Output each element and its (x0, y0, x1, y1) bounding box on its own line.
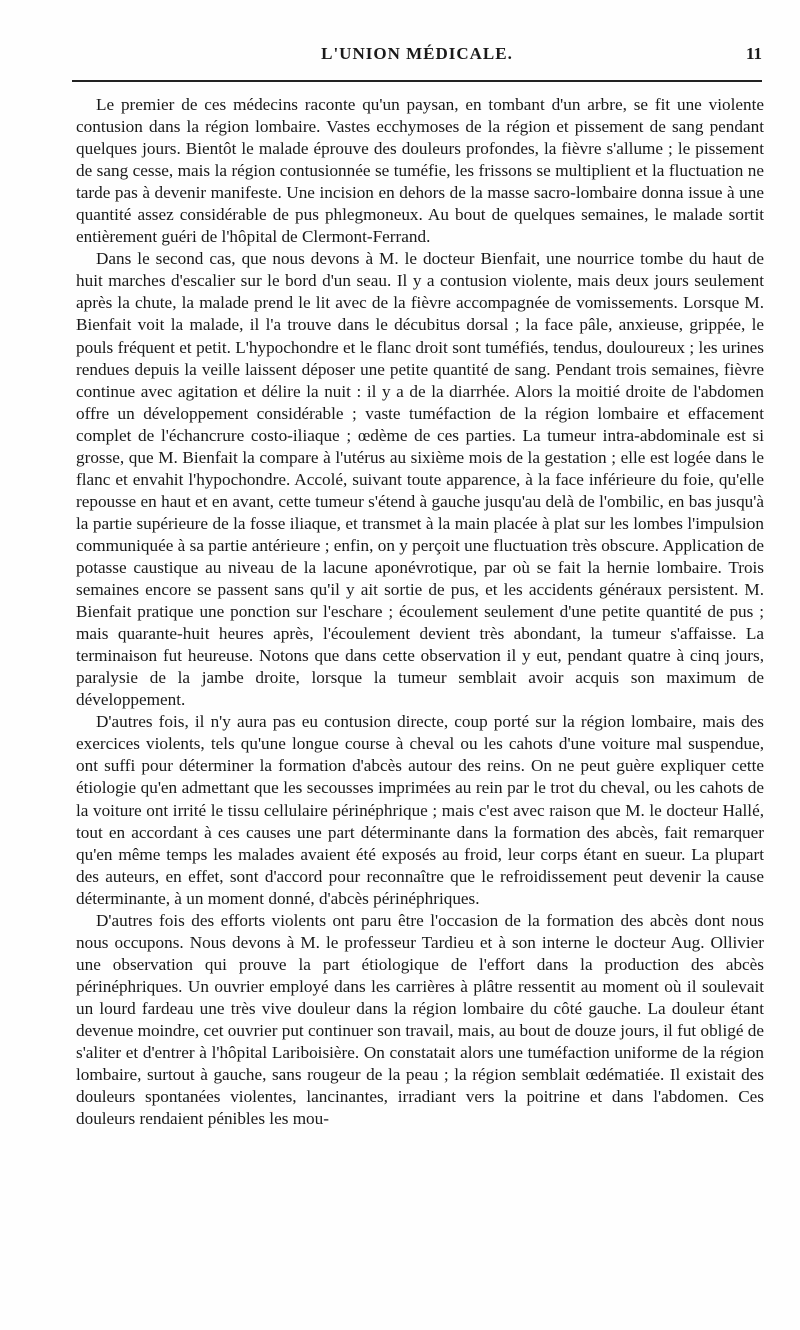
paragraph-2: Dans le second cas, que nous devons à M. le docteur Bienfait, une nourrice tombe du haut de huit marches d'escalier sur le bord d'un seau. Il y a contusion violente, mais deux jours seulement après la chute, la malade prend le lit avec de la fièvre accompagnée de vomissements. Lorsque M. Bienfait voit la malade, il l'a trouve dans le décubitus dorsal ; la face pâle, anxieuse, grippée, le pouls fréquent et petit. L'hypochondre et le flanc droit sont tuméfiés, tendus, douloureux ; les urines rendues depuis la veille laissent déposer une petite quantité de sang. Pendant trois semaines, fièvre continue avec agitation et délire la nuit : il y a de la diarrhée. Alors la moitié droite de l'abdomen offre un développement considérable ; vaste tuméfaction de la région lombaire et effacement complet de l'échancrure costo-iliaque ; œdème de ces parties. La tumeur intra-abdominale est si grosse, que M. Bienfait la compare à l'utérus au sixième mois de la gestation ; elle est logée dans le flanc et envahit l'hypochondre. Accolé, suivant toute apparence, à la face inférieure du foie, qu'elle repousse en haut et en avant, cette tumeur s'étend à gauche jusqu'au delà de l'ombilic, en bas jusqu'à la partie supérieure de la fosse iliaque, et transmet à la main placée à plat sur les lombes l'impulsion communiquée à sa partie antérieure ; enfin, on y perçoit une fluctuation très obscure. Application de potasse caustique au niveau de la lacune aponévrotique, par où se fait la hernie lombaire. Trois semaines encore se passent sans qu'il y ait sortie de pus, et les accidents généraux persistent. M. Bienfait pratique une ponction sur l'eschare ; écoulement seulement d'une petite quantité de pus ; mais quarante-huit heures après, l'écoulement devient très abondant, la tumeur s'affaisse. La terminaison fut heureuse. Notons que dans cette observation il y eut, pendant quatre à cinq jours, paralysie de la jambe droite, lorsque la tumeur semblait avoir acquis son maximum de développement. (76, 249, 764, 710)
page-number: 11 (745, 44, 762, 63)
header-rule (72, 80, 762, 82)
article-body (76, 94, 764, 1130)
running-head (72, 44, 762, 72)
paragraph-4: D'autres fois des efforts violents ont paru être l'occasion de la formation des abcès dont nous nous occupons. Nous devons à M. le professeur Tardieu et à son interne le docteur Aug. Ollivier une observation qui prouve la part étiologique de l'effort dans la production des abcès périnéphriques. Un ouvrier employé dans les carrières à plâtre ressentit au moment où il soulevait un lourd fardeau une très vive douleur dans la région lombaire du côté gauche. La douleur étant devenue moindre, cet ouvrier put continuer son travail, mais, au bout de douze jours, il fut obligé de s'aliter et d'entrer à l'hôpital Lariboisière. On constatait alors une tuméfaction uniforme de la région lombaire, surtout à gauche, sans rougeur de la peau ; la région semblait œdématiée. Il existait des douleurs spontanées violentes, lancinantes, irradiant vers la poitrine et dans l'abdomen. Ces douleurs rendaient pénibles les mou- (76, 910, 764, 1129)
journal-title: L'UNION MÉDICALE. (321, 44, 513, 63)
paragraph-1: Le premier de ces médecins raconte qu'un paysan, en tombant d'un arbre, se fit une violente contusion dans la région lombaire. Vastes ecchymoses de la région et pissement de sang pendant quelques jours. Bientôt le malade éprouve des douleurs profondes, la fièvre s'allume ; le pissement de sang cesse, mais la région contusionnée se tuméfie, les frissons se multiplient et la fluctuation ne tarde pas à devenir manifeste. Une incision en dehors de la masse sacro-lombaire donna issue à une quantité assez considérable de pus phlegmoneux. Au bout de quelques semaines, le malade sortit entièrement guéri de l'hôpital de Clermont-Ferrand. (76, 95, 764, 247)
paragraph-3: D'autres fois, il n'y aura pas eu contusion directe, coup porté sur la région lombaire, mais des exercices violents, tels qu'une longue course à cheval ou les cahots d'une voiture mal suspendue, ont suffi pour déterminer la formation d'abcès autour des reins. On ne peut guère expliquer cette étiologie qu'en admettant que les secousses imprimées au rein par le trot du cheval, ou les cahots de la voiture ont irrité le tissu cellulaire périnéphrique ; mais c'est avec raison que M. le docteur Hallé, tout en accordant à ces causes une part déterminante dans la formation des abcès, fait remarquer qu'en même temps les malades avaient été exposés au froid, leur corps étant en sueur. La plupart des auteurs, en effet, sont d'accord pour reconnaître que le refroidissement peut devenir la cause déterminante, à un moment donné, d'abcès périnéphriques. (76, 712, 764, 908)
